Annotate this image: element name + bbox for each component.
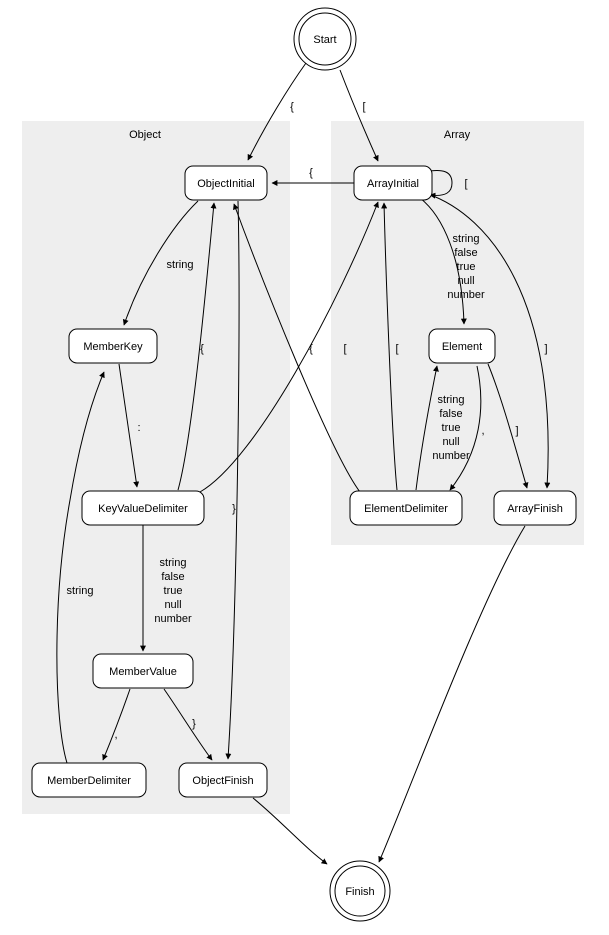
edge-label-objectinitial-memberkey: string xyxy=(166,259,194,271)
edge-label-membervalue-objectfinish: } xyxy=(192,718,196,730)
edge-label-start-arrayinitial: [ xyxy=(362,101,366,113)
node-object-initial[interactable] xyxy=(185,166,267,200)
node-array-initial-label: ArrayInitial xyxy=(367,177,419,190)
node-finish[interactable] xyxy=(330,861,390,921)
svg-text:null: null xyxy=(164,599,182,611)
node-array-finish-label: ArrayFinish xyxy=(507,502,563,515)
node-object-initial-label: ObjectInitial xyxy=(197,177,255,190)
edge-label-start-objectinitial: { xyxy=(290,101,294,113)
node-element-label: Element xyxy=(441,340,483,353)
node-object-finish-label: ObjectFinish xyxy=(192,774,254,787)
node-element-delimiter[interactable] xyxy=(350,491,462,525)
edge-label-keyvaluedelimiter-arrayinitial: [ xyxy=(343,343,347,355)
svg-text:string: string xyxy=(437,394,465,406)
node-element[interactable] xyxy=(429,329,495,363)
node-member-value-label: MemberValue xyxy=(109,665,177,678)
svg-text:true: true xyxy=(441,422,461,434)
svg-text:false: false xyxy=(439,408,463,420)
node-object-finish[interactable] xyxy=(179,763,267,797)
edge-label-arrayinitial-arrayfinish: ] xyxy=(544,343,548,355)
node-member-value[interactable] xyxy=(93,654,193,688)
edge-label-membervalue-memberdelimiter: , xyxy=(114,729,118,741)
edge-label-memberkey-keyvaluedelimiter: : xyxy=(137,422,141,434)
svg-text:null: null xyxy=(442,436,460,448)
node-start[interactable] xyxy=(294,8,356,70)
node-member-key[interactable] xyxy=(69,329,157,363)
svg-text:string: string xyxy=(159,557,187,569)
cluster-object-label: Object xyxy=(129,129,161,141)
node-start-label: Start xyxy=(313,33,337,46)
node-array-finish[interactable] xyxy=(494,491,576,525)
edge-label-arrayinitial-objectinitial: { xyxy=(309,167,313,179)
edge-label-arrayinitial-self: [ xyxy=(464,178,468,190)
svg-text:number: number xyxy=(447,289,485,301)
svg-text:false: false xyxy=(161,571,185,583)
edge-label-memberdelimiter-memberkey: string xyxy=(66,585,94,597)
edge-label-objectinitial-objectfinish: } xyxy=(232,503,236,515)
svg-text:true: true xyxy=(456,261,476,273)
node-element-delimiter-label: ElementDelimiter xyxy=(364,502,448,515)
svg-text:string: string xyxy=(452,233,480,245)
svg-text:false: false xyxy=(454,247,478,259)
node-member-delimiter[interactable] xyxy=(32,763,146,797)
edge-arrayfinish-finish xyxy=(379,526,525,862)
svg-text:number: number xyxy=(154,613,192,625)
svg-text:null: null xyxy=(457,275,475,287)
svg-text:number: number xyxy=(432,450,470,462)
node-member-delimiter-label: MemberDelimiter xyxy=(47,774,131,787)
node-key-value-delimiter[interactable] xyxy=(82,491,204,525)
node-array-initial[interactable] xyxy=(354,166,432,200)
edge-label-element-elementdelimiter: , xyxy=(481,425,485,437)
edge-label-keyvaluedelimiter-objectinitial: { xyxy=(200,343,204,355)
svg-text:true: true xyxy=(163,585,183,597)
node-key-value-delimiter-label: KeyValueDelimiter xyxy=(98,502,188,515)
node-finish-label: Finish xyxy=(345,885,375,898)
node-member-key-label: MemberKey xyxy=(83,340,143,353)
cluster-array-label: Array xyxy=(443,129,471,141)
cluster-object xyxy=(22,121,290,814)
edge-label-element-arrayfinish: ] xyxy=(515,425,519,437)
edge-label-elementdelimiter-objectinitial: { xyxy=(309,343,313,355)
edge-label-elementdelimiter-arrayinitial: [ xyxy=(395,343,399,355)
